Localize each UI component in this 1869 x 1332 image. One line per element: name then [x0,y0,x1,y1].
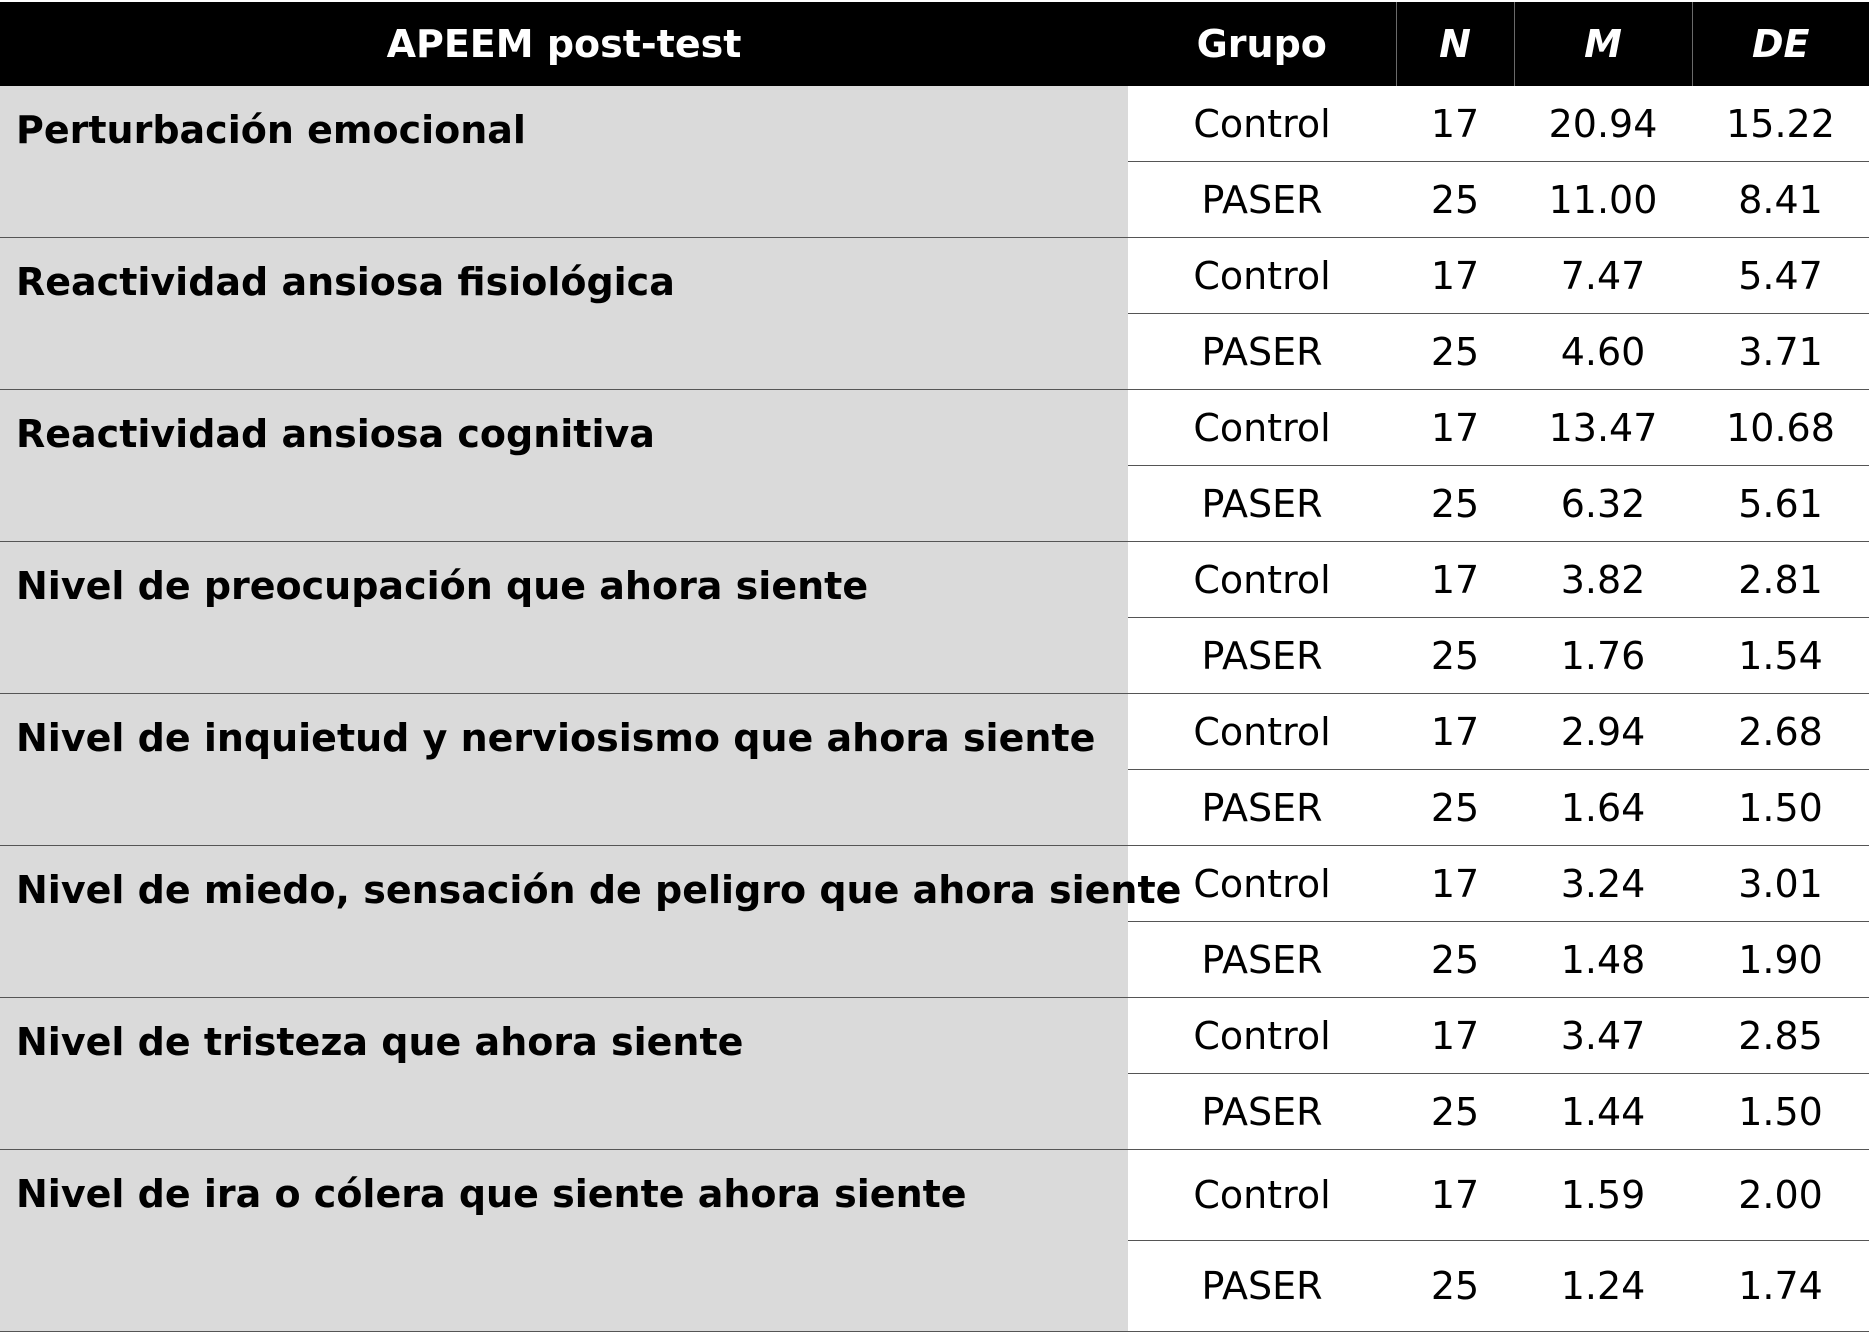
group-cell: Control [1128,694,1396,770]
mean-cell: 4.60 [1514,314,1692,390]
n-cell: 17 [1396,542,1514,618]
table-row [0,998,1869,1074]
mean-cell: 11.00 [1514,162,1692,238]
table-row [0,238,1869,314]
variable-label: Reactividad ansiosa fisiológica [0,238,1128,390]
sd-cell: 1.50 [1692,1074,1869,1150]
mean-cell: 1.59 [1514,1150,1692,1241]
table-body [0,86,1869,1332]
n-cell: 17 [1396,846,1514,922]
sd-cell: 5.61 [1692,466,1869,542]
sd-cell: 3.71 [1692,314,1869,390]
table-row [0,390,1869,466]
mean-cell: 1.64 [1514,770,1692,846]
n-cell: 25 [1396,922,1514,998]
n-cell: 17 [1396,238,1514,314]
variable-label: Nivel de miedo, sensación de peligro que ahora siente [0,846,1128,998]
group-cell: PASER [1128,162,1396,238]
sd-cell: 2.00 [1692,1150,1869,1241]
mean-cell: 20.94 [1514,86,1692,162]
group-cell: PASER [1128,770,1396,846]
header-variable: APEEM post-test [0,2,1128,86]
variable-label: Perturbación emocional [0,86,1128,238]
sd-cell: 15.22 [1692,86,1869,162]
table-row [0,846,1869,922]
sd-cell: 1.54 [1692,618,1869,694]
variable-label: Nivel de ira o cólera que siente ahora siente [0,1150,1128,1332]
sd-cell: 2.81 [1692,542,1869,618]
group-cell: Control [1128,390,1396,466]
mean-cell: 3.47 [1514,998,1692,1074]
mean-cell: 1.76 [1514,618,1692,694]
group-cell: Control [1128,846,1396,922]
table-row [0,1150,1869,1241]
n-cell: 17 [1396,998,1514,1074]
sd-cell: 1.74 [1692,1241,1869,1332]
mean-cell: 7.47 [1514,238,1692,314]
sd-cell: 1.90 [1692,922,1869,998]
sd-cell: 1.50 [1692,770,1869,846]
n-cell: 17 [1396,694,1514,770]
sd-cell: 5.47 [1692,238,1869,314]
sd-cell: 2.85 [1692,998,1869,1074]
n-cell: 25 [1396,1241,1514,1332]
header-row [0,2,1869,86]
group-cell: Control [1128,86,1396,162]
header-m: M [1514,2,1692,86]
mean-cell: 2.94 [1514,694,1692,770]
sd-cell: 8.41 [1692,162,1869,238]
group-cell: Control [1128,998,1396,1074]
variable-label: Nivel de tristeza que ahora siente [0,998,1128,1150]
variable-label: Nivel de inquietud y nerviosismo que ahora siente [0,694,1128,846]
n-cell: 17 [1396,86,1514,162]
mean-cell: 3.24 [1514,846,1692,922]
table-row [0,542,1869,618]
mean-cell: 1.24 [1514,1241,1692,1332]
mean-cell: 13.47 [1514,390,1692,466]
n-cell: 17 [1396,1150,1514,1241]
group-cell: PASER [1128,618,1396,694]
mean-cell: 3.82 [1514,542,1692,618]
variable-label: Reactividad ansiosa cognitiva [0,390,1128,542]
sd-cell: 3.01 [1692,846,1869,922]
variable-label: Nivel de preocupación que ahora siente [0,542,1128,694]
mean-cell: 6.32 [1514,466,1692,542]
header-de: DE [1692,2,1869,86]
group-cell: PASER [1128,314,1396,390]
sd-cell: 10.68 [1692,390,1869,466]
results-table [0,2,1869,1332]
header-group: Grupo [1128,2,1396,86]
group-cell: Control [1128,542,1396,618]
mean-cell: 1.48 [1514,922,1692,998]
table-row [0,694,1869,770]
n-cell: 25 [1396,466,1514,542]
n-cell: 25 [1396,770,1514,846]
group-cell: PASER [1128,1241,1396,1332]
n-cell: 25 [1396,314,1514,390]
group-cell: PASER [1128,466,1396,542]
group-cell: Control [1128,1150,1396,1241]
n-cell: 25 [1396,162,1514,238]
group-cell: PASER [1128,922,1396,998]
header-n: N [1396,2,1514,86]
group-cell: Control [1128,238,1396,314]
table-row [0,86,1869,162]
mean-cell: 1.44 [1514,1074,1692,1150]
n-cell: 25 [1396,1074,1514,1150]
n-cell: 17 [1396,390,1514,466]
sd-cell: 2.68 [1692,694,1869,770]
n-cell: 25 [1396,618,1514,694]
group-cell: PASER [1128,1074,1396,1150]
